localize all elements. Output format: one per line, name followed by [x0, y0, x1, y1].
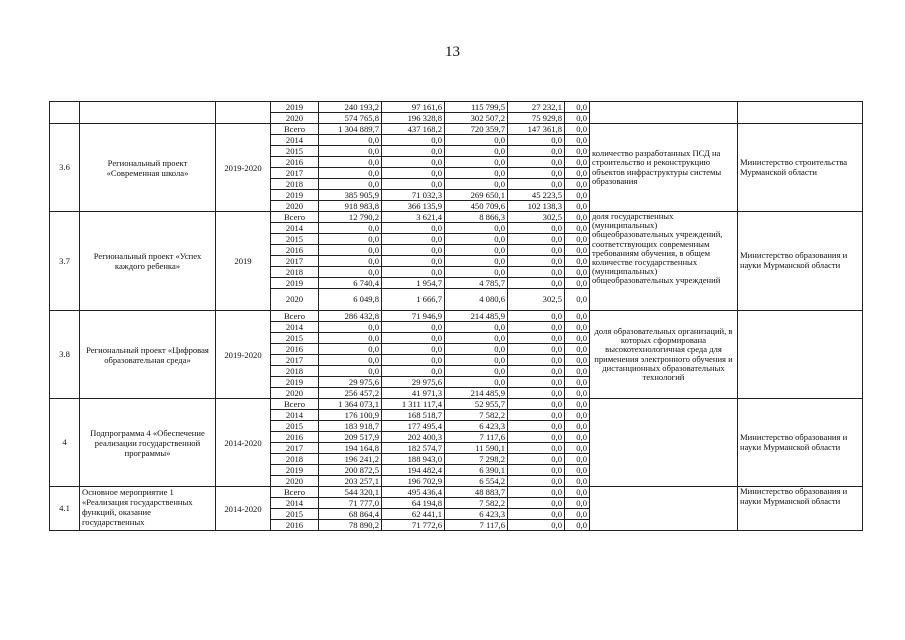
- other-sources-cell: 0,0: [565, 487, 590, 498]
- other-sources-cell: 0,0: [565, 124, 590, 135]
- total-cell: 196 241,2: [319, 454, 382, 465]
- other-sources-cell: 0,0: [565, 212, 590, 223]
- federal-budget-cell: 0,0: [382, 256, 445, 267]
- local-budget-cell: 0,0: [508, 443, 565, 454]
- section-executor: Министерство образования и науки Мурманской области: [738, 212, 863, 311]
- total-cell: 0,0: [319, 245, 382, 256]
- year-cell: 2019: [271, 278, 319, 289]
- federal-budget-cell: 177 495,4: [382, 421, 445, 432]
- federal-budget-cell: 0,0: [382, 355, 445, 366]
- other-sources-cell: 0,0: [565, 135, 590, 146]
- regional-budget-cell: 0,0: [445, 267, 508, 278]
- other-sources-cell: 0,0: [565, 201, 590, 212]
- other-sources-cell: 0,0: [565, 223, 590, 234]
- section-period: 2014-2020: [216, 487, 271, 531]
- other-sources-cell: 0,0: [565, 498, 590, 509]
- regional-budget-cell: 269 650,1: [445, 190, 508, 201]
- total-cell: 71 777,0: [319, 498, 382, 509]
- other-sources-cell: 0,0: [565, 344, 590, 355]
- federal-budget-cell: 71 772,6: [382, 520, 445, 531]
- other-sources-cell: 0,0: [565, 432, 590, 443]
- section-executor: Министерство образования и науки Мурманской области: [738, 399, 863, 487]
- local-budget-cell: 0,0: [508, 399, 565, 410]
- federal-budget-cell: 0,0: [382, 135, 445, 146]
- budget-table: [49, 101, 863, 531]
- federal-budget-cell: 41 971,3: [382, 388, 445, 399]
- table-row: [50, 124, 863, 135]
- federal-budget-cell: 196 702,9: [382, 476, 445, 487]
- total-cell: 0,0: [319, 344, 382, 355]
- other-sources-cell: 0,0: [565, 190, 590, 201]
- total-cell: 385 905,9: [319, 190, 382, 201]
- regional-budget-cell: 6 423,3: [445, 421, 508, 432]
- local-budget-cell: 0,0: [508, 432, 565, 443]
- federal-budget-cell: 29 975,6: [382, 377, 445, 388]
- other-sources-cell: 0,0: [565, 366, 590, 377]
- year-cell: 2019: [271, 102, 319, 113]
- total-cell: 203 257,1: [319, 476, 382, 487]
- total-cell: 918 983,8: [319, 201, 382, 212]
- federal-budget-cell: 0,0: [382, 333, 445, 344]
- year-cell: 2019: [271, 190, 319, 201]
- federal-budget-cell: 71 946,9: [382, 311, 445, 322]
- total-cell: 240 193,2: [319, 102, 382, 113]
- section-indicator: [590, 487, 738, 531]
- federal-budget-cell: 168 518,7: [382, 410, 445, 421]
- other-sources-cell: 0,0: [565, 520, 590, 531]
- year-cell: 2015: [271, 234, 319, 245]
- other-sources-cell: 0,0: [565, 267, 590, 278]
- year-cell: 2014: [271, 322, 319, 333]
- local-budget-cell: 0,0: [508, 333, 565, 344]
- federal-budget-cell: 1 954,7: [382, 278, 445, 289]
- section-name: Региональный проект «Современная школа»: [80, 124, 216, 212]
- other-sources-cell: 0,0: [565, 322, 590, 333]
- federal-budget-cell: 1 311 117,4: [382, 399, 445, 410]
- total-cell: 0,0: [319, 256, 382, 267]
- other-sources-cell: 0,0: [565, 168, 590, 179]
- other-sources-cell: 0,0: [565, 278, 590, 289]
- year-cell: 2018: [271, 179, 319, 190]
- regional-budget-cell: 0,0: [445, 157, 508, 168]
- year-cell: 2020: [271, 289, 319, 311]
- year-cell: 2019: [271, 377, 319, 388]
- table-row: [50, 311, 863, 322]
- section-index: 4: [50, 399, 80, 487]
- section-index: 3.7: [50, 212, 80, 311]
- federal-budget-cell: 0,0: [382, 344, 445, 355]
- federal-budget-cell: 3 621,4: [382, 212, 445, 223]
- local-budget-cell: 302,5: [508, 212, 565, 223]
- year-cell: 2015: [271, 333, 319, 344]
- section-executor: [738, 311, 863, 399]
- regional-budget-cell: 0,0: [445, 135, 508, 146]
- other-sources-cell: 0,0: [565, 355, 590, 366]
- federal-budget-cell: 188 943,0: [382, 454, 445, 465]
- year-cell: 2016: [271, 520, 319, 531]
- section-executor: Министерство строительства Мурманской области: [738, 124, 863, 212]
- total-cell: 0,0: [319, 135, 382, 146]
- regional-budget-cell: 0,0: [445, 333, 508, 344]
- federal-budget-cell: 62 441,1: [382, 509, 445, 520]
- regional-budget-cell: 6 554,2: [445, 476, 508, 487]
- total-cell: 0,0: [319, 157, 382, 168]
- table-row: [50, 212, 863, 223]
- regional-budget-cell: 214 485,9: [445, 311, 508, 322]
- regional-budget-cell: 0,0: [445, 179, 508, 190]
- year-cell: Всего: [271, 487, 319, 498]
- federal-budget-cell: 196 328,8: [382, 113, 445, 124]
- section-executor: Министерство образования и науки Мурманской области: [738, 487, 863, 531]
- other-sources-cell: 0,0: [565, 410, 590, 421]
- total-cell: 1 364 073,1: [319, 399, 382, 410]
- local-budget-cell: 0,0: [508, 410, 565, 421]
- local-budget-cell: 0,0: [508, 322, 565, 333]
- federal-budget-cell: 64 194,8: [382, 498, 445, 509]
- year-cell: 2018: [271, 454, 319, 465]
- local-budget-cell: 0,0: [508, 509, 565, 520]
- table-row: [50, 399, 863, 410]
- year-cell: 2017: [271, 355, 319, 366]
- total-cell: 0,0: [319, 168, 382, 179]
- local-budget-cell: 0,0: [508, 355, 565, 366]
- federal-budget-cell: 0,0: [382, 168, 445, 179]
- federal-budget-cell: 182 574,7: [382, 443, 445, 454]
- executor-cell: [738, 102, 863, 124]
- regional-budget-cell: 7 582,2: [445, 498, 508, 509]
- local-budget-cell: 0,0: [508, 234, 565, 245]
- regional-budget-cell: 0,0: [445, 168, 508, 179]
- year-cell: 2020: [271, 113, 319, 124]
- year-cell: 2016: [271, 157, 319, 168]
- total-cell: 0,0: [319, 223, 382, 234]
- total-cell: 200 872,5: [319, 465, 382, 476]
- total-cell: 0,0: [319, 366, 382, 377]
- regional-budget-cell: 450 709,6: [445, 201, 508, 212]
- other-sources-cell: 0,0: [565, 245, 590, 256]
- local-budget-cell: 0,0: [508, 476, 565, 487]
- section-period: 2019-2020: [216, 124, 271, 212]
- year-cell: 2014: [271, 135, 319, 146]
- federal-budget-cell: 0,0: [382, 366, 445, 377]
- year-cell: 2017: [271, 443, 319, 454]
- federal-budget-cell: 0,0: [382, 146, 445, 157]
- section-name: Региональный проект «Цифровая образовательная среда»: [80, 311, 216, 399]
- page-number: 13: [445, 44, 460, 60]
- local-budget-cell: 0,0: [508, 377, 565, 388]
- local-budget-cell: 45 223,5: [508, 190, 565, 201]
- regional-budget-cell: 7 117,6: [445, 520, 508, 531]
- federal-budget-cell: 0,0: [382, 245, 445, 256]
- local-budget-cell: 0,0: [508, 311, 565, 322]
- local-budget-cell: 0,0: [508, 157, 565, 168]
- year-cell: 2020: [271, 201, 319, 212]
- other-sources-cell: 0,0: [565, 454, 590, 465]
- regional-budget-cell: 7 298,2: [445, 454, 508, 465]
- total-cell: 1 304 889,7: [319, 124, 382, 135]
- local-budget-cell: 0,0: [508, 465, 565, 476]
- year-cell: 2020: [271, 388, 319, 399]
- total-cell: 68 864,4: [319, 509, 382, 520]
- other-sources-cell: 0,0: [565, 399, 590, 410]
- year-cell: 2017: [271, 168, 319, 179]
- total-cell: 183 918,7: [319, 421, 382, 432]
- total-cell: 6 740,4: [319, 278, 382, 289]
- federal-budget-cell: 0,0: [382, 267, 445, 278]
- regional-budget-cell: 7 117,6: [445, 432, 508, 443]
- local-budget-cell: 302,5: [508, 289, 565, 311]
- other-sources-cell: 0,0: [565, 146, 590, 157]
- other-sources-cell: 0,0: [565, 289, 590, 311]
- regional-budget-cell: 11 590,1: [445, 443, 508, 454]
- section-indicator: доля государственных (муниципальных) общеобразовательных учреждений, соответствующих современным требованиям обучения, в общем количестве государственных (муниципальных) общеобразовательных учреждений: [590, 212, 738, 311]
- total-cell: 176 100,9: [319, 410, 382, 421]
- other-sources-cell: 0,0: [565, 311, 590, 322]
- section-name: Подпрограмма 4 «Обеспечение реализации государственной программы»: [80, 399, 216, 487]
- year-cell: 2019: [271, 465, 319, 476]
- federal-budget-cell: 194 482,4: [382, 465, 445, 476]
- other-sources-cell: 0,0: [565, 388, 590, 399]
- table-row: [50, 102, 863, 113]
- local-budget-cell: 147 361,8: [508, 124, 565, 135]
- local-budget-cell: 0,0: [508, 366, 565, 377]
- local-budget-cell: 0,0: [508, 267, 565, 278]
- period-cell: [216, 102, 271, 124]
- local-budget-cell: 0,0: [508, 245, 565, 256]
- regional-budget-cell: 302 507,2: [445, 113, 508, 124]
- regional-budget-cell: 6 390,1: [445, 465, 508, 476]
- total-cell: 0,0: [319, 333, 382, 344]
- total-cell: 544 320,1: [319, 487, 382, 498]
- total-cell: 0,0: [319, 322, 382, 333]
- year-cell: 2016: [271, 245, 319, 256]
- year-cell: 2018: [271, 267, 319, 278]
- total-cell: 256 457,2: [319, 388, 382, 399]
- regional-budget-cell: 214 485,9: [445, 388, 508, 399]
- regional-budget-cell: 48 883,7: [445, 487, 508, 498]
- local-budget-cell: 27 232,1: [508, 102, 565, 113]
- other-sources-cell: 0,0: [565, 256, 590, 267]
- local-budget-cell: 0,0: [508, 256, 565, 267]
- total-cell: 286 432,8: [319, 311, 382, 322]
- section-period: 2019-2020: [216, 311, 271, 399]
- local-budget-cell: 75 929,8: [508, 113, 565, 124]
- other-sources-cell: 0,0: [565, 476, 590, 487]
- other-sources-cell: 0,0: [565, 421, 590, 432]
- regional-budget-cell: 720 359,7: [445, 124, 508, 135]
- total-cell: 194 164,8: [319, 443, 382, 454]
- regional-budget-cell: 8 866,3: [445, 212, 508, 223]
- year-cell: 2017: [271, 256, 319, 267]
- total-cell: 0,0: [319, 179, 382, 190]
- federal-budget-cell: 0,0: [382, 157, 445, 168]
- local-budget-cell: 0,0: [508, 421, 565, 432]
- other-sources-cell: 0,0: [565, 377, 590, 388]
- local-budget-cell: 102 138,3: [508, 201, 565, 212]
- indicator-cell: [590, 102, 738, 124]
- other-sources-cell: 0,0: [565, 157, 590, 168]
- year-cell: 2020: [271, 476, 319, 487]
- regional-budget-cell: 0,0: [445, 377, 508, 388]
- regional-budget-cell: 0,0: [445, 256, 508, 267]
- section-indicator: количество разработанных ПСД на строительство и реконструкцию объектов инфраструктуры системы образования: [590, 124, 738, 212]
- local-budget-cell: 0,0: [508, 520, 565, 531]
- year-cell: Всего: [271, 212, 319, 223]
- local-budget-cell: 0,0: [508, 168, 565, 179]
- local-budget-cell: 0,0: [508, 487, 565, 498]
- year-cell: 2016: [271, 432, 319, 443]
- regional-budget-cell: 115 799,5: [445, 102, 508, 113]
- regional-budget-cell: 0,0: [445, 234, 508, 245]
- section-indicator: [590, 399, 738, 487]
- total-cell: 209 517,9: [319, 432, 382, 443]
- regional-budget-cell: 6 423,3: [445, 509, 508, 520]
- index-cell: [50, 102, 80, 124]
- local-budget-cell: 0,0: [508, 146, 565, 157]
- local-budget-cell: 0,0: [508, 344, 565, 355]
- local-budget-cell: 0,0: [508, 454, 565, 465]
- other-sources-cell: 0,0: [565, 102, 590, 113]
- year-cell: 2015: [271, 509, 319, 520]
- section-period: 2014-2020: [216, 399, 271, 487]
- regional-budget-cell: 4 785,7: [445, 278, 508, 289]
- local-budget-cell: 0,0: [508, 498, 565, 509]
- regional-budget-cell: 0,0: [445, 322, 508, 333]
- table-row: [50, 487, 863, 498]
- regional-budget-cell: 4 080,6: [445, 289, 508, 311]
- year-cell: 2015: [271, 421, 319, 432]
- regional-budget-cell: 7 582,2: [445, 410, 508, 421]
- year-cell: 2014: [271, 223, 319, 234]
- regional-budget-cell: 52 955,7: [445, 399, 508, 410]
- year-cell: Всего: [271, 399, 319, 410]
- total-cell: 0,0: [319, 267, 382, 278]
- federal-budget-cell: 366 135,9: [382, 201, 445, 212]
- other-sources-cell: 0,0: [565, 333, 590, 344]
- federal-budget-cell: 437 168,2: [382, 124, 445, 135]
- total-cell: 12 790,2: [319, 212, 382, 223]
- other-sources-cell: 0,0: [565, 113, 590, 124]
- federal-budget-cell: 0,0: [382, 223, 445, 234]
- federal-budget-cell: 0,0: [382, 179, 445, 190]
- section-name: Основное мероприятие 1 «Реализация государственных функций, оказание государственных: [80, 487, 216, 531]
- local-budget-cell: 0,0: [508, 179, 565, 190]
- federal-budget-cell: 97 161,6: [382, 102, 445, 113]
- total-cell: 0,0: [319, 234, 382, 245]
- section-period: 2019: [216, 212, 271, 311]
- total-cell: 0,0: [319, 355, 382, 366]
- section-index: 3.6: [50, 124, 80, 212]
- other-sources-cell: 0,0: [565, 465, 590, 476]
- other-sources-cell: 0,0: [565, 179, 590, 190]
- local-budget-cell: 0,0: [508, 388, 565, 399]
- year-cell: 2018: [271, 366, 319, 377]
- federal-budget-cell: 0,0: [382, 234, 445, 245]
- total-cell: 78 890,2: [319, 520, 382, 531]
- other-sources-cell: 0,0: [565, 509, 590, 520]
- regional-budget-cell: 0,0: [445, 366, 508, 377]
- year-cell: 2014: [271, 498, 319, 509]
- regional-budget-cell: 0,0: [445, 146, 508, 157]
- year-cell: 2016: [271, 344, 319, 355]
- year-cell: 2015: [271, 146, 319, 157]
- section-index: 4.1: [50, 487, 80, 531]
- regional-budget-cell: 0,0: [445, 245, 508, 256]
- section-index: 3.8: [50, 311, 80, 399]
- federal-budget-cell: 0,0: [382, 322, 445, 333]
- total-cell: 6 049,8: [319, 289, 382, 311]
- local-budget-cell: 0,0: [508, 135, 565, 146]
- name-cell: [80, 102, 216, 124]
- regional-budget-cell: 0,0: [445, 344, 508, 355]
- regional-budget-cell: 0,0: [445, 355, 508, 366]
- section-name: Региональный проект «Успех каждого ребенка»: [80, 212, 216, 311]
- federal-budget-cell: 71 032,3: [382, 190, 445, 201]
- federal-budget-cell: 202 400,3: [382, 432, 445, 443]
- other-sources-cell: 0,0: [565, 234, 590, 245]
- year-cell: 2014: [271, 410, 319, 421]
- year-cell: Всего: [271, 311, 319, 322]
- other-sources-cell: 0,0: [565, 443, 590, 454]
- total-cell: 0,0: [319, 146, 382, 157]
- total-cell: 29 975,6: [319, 377, 382, 388]
- federal-budget-cell: 1 666,7: [382, 289, 445, 311]
- year-cell: Всего: [271, 124, 319, 135]
- section-indicator: доля образовательных организаций, в которых сформирована высокотехнологичная среда для применения электронного обучения и дистанционных образовательных технологий: [590, 311, 738, 399]
- local-budget-cell: 0,0: [508, 278, 565, 289]
- total-cell: 574 765,8: [319, 113, 382, 124]
- local-budget-cell: 0,0: [508, 223, 565, 234]
- regional-budget-cell: 0,0: [445, 223, 508, 234]
- federal-budget-cell: 495 436,4: [382, 487, 445, 498]
